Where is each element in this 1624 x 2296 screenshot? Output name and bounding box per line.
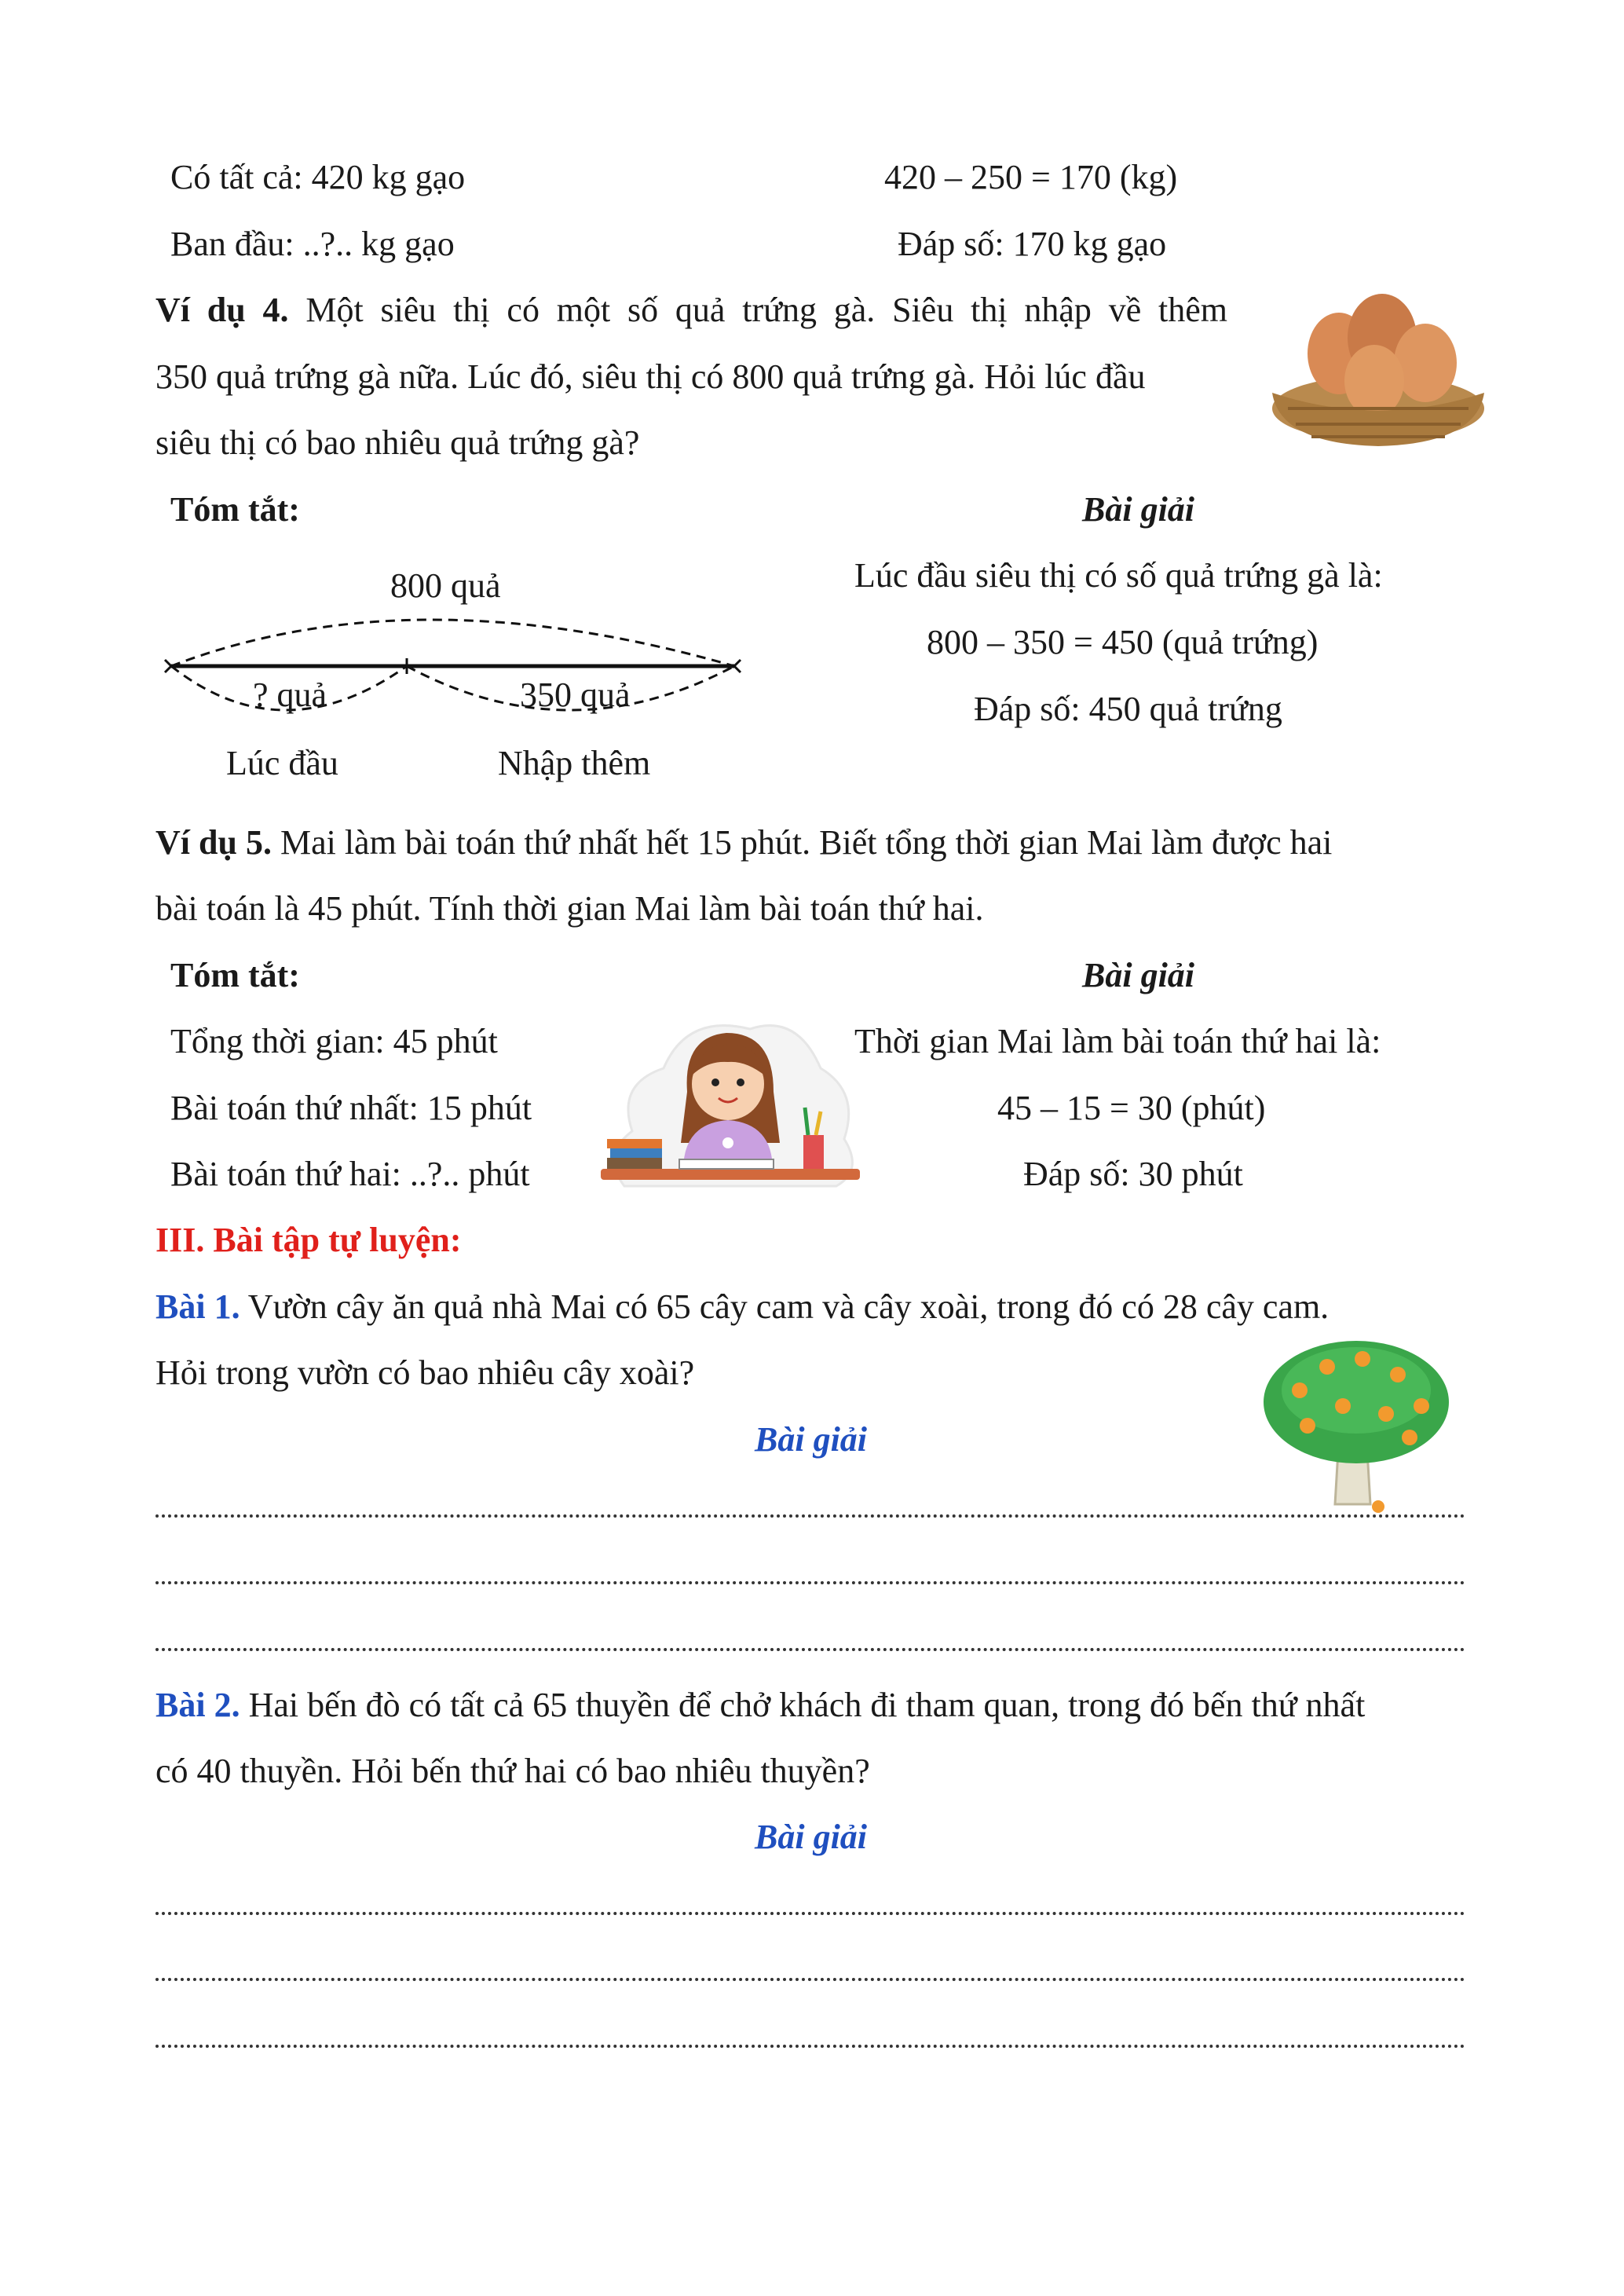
example3-calc: 420 – 250 = 170 (kg) bbox=[884, 158, 1178, 196]
exercise1-solution-heading: Bài giải bbox=[755, 1420, 868, 1459]
example4-text-3: siêu thị có bao nhiêu quả trứng gà? bbox=[155, 423, 640, 462]
diagram-left-caption: Lúc đầu bbox=[226, 744, 338, 782]
answer-line[interactable] bbox=[155, 1648, 1465, 1651]
exercise1-label: Bài 1. bbox=[155, 1287, 240, 1326]
answer-line[interactable] bbox=[155, 1912, 1465, 1915]
example3-given-total: Có tất cả: 420 kg gạo bbox=[170, 158, 466, 196]
diagram-total-label: 800 quả bbox=[390, 566, 501, 605]
exercise1-line1 bbox=[155, 1285, 1329, 1329]
exercise2-text-1: Hai bến đò có tất cả 65 thuyền để chở khách đi tham quan, trong đó bến thứ nhất bbox=[248, 1686, 1366, 1724]
open-book bbox=[679, 1159, 774, 1169]
example5-summary-line2: Bài toán thứ nhất: 15 phút bbox=[170, 1089, 532, 1127]
example5-summary-line3: Bài toán thứ hai: ..?.. phút bbox=[170, 1155, 530, 1193]
exercise2-text-2: có 40 thuyền. Hỏi bến thứ hai có bao nhiêu thuyền? bbox=[155, 1752, 870, 1790]
exercise2-line1 bbox=[155, 1683, 1365, 1727]
example5-text-1: Mai làm bài toán thứ nhất hết 15 phút. Biết tổng thời gian Mai làm được hai bbox=[280, 823, 1333, 862]
example3-answer: Đáp số: 170 kg gạo bbox=[898, 225, 1167, 263]
example5-summary-heading: Tóm tắt: bbox=[170, 956, 300, 994]
diagram-unknown-label: ? quả bbox=[253, 676, 327, 714]
example4-solution-line2: 800 – 350 = 450 (quả trứng) bbox=[927, 623, 1319, 661]
example5-summary-line1: Tổng thời gian: 45 phút bbox=[170, 1022, 498, 1060]
section3-heading: III. Bài tập tự luyện: bbox=[155, 1221, 462, 1259]
exercise1-text-1: Vườn cây ăn quả nhà Mai có 65 cây cam và cây xoài, trong đó có 28 cây cam. bbox=[247, 1287, 1330, 1326]
example4-label: Ví dụ 4. bbox=[155, 291, 289, 329]
example4-solution-line3: Đáp số: 450 quả trứng bbox=[974, 690, 1282, 728]
example4-solution-heading: Bài giải bbox=[1082, 490, 1195, 529]
answer-line[interactable] bbox=[155, 1514, 1465, 1518]
example4-text-1: Một siêu thị có một số quả trứng gà. Siêu thị nhập về thêm bbox=[305, 291, 1228, 329]
answer-line[interactable] bbox=[155, 1978, 1465, 1981]
example4-text-2: 350 quả trứng gà nữa. Lúc đó, siêu thị có 800 quả trứng gà. Hỏi lúc đầu bbox=[155, 357, 1146, 396]
diagram-right-caption: Nhập thêm bbox=[498, 744, 651, 782]
example5-label: Ví dụ 5. bbox=[155, 823, 272, 862]
example5-line1 bbox=[155, 821, 1332, 865]
exercise1-text-2: Hỏi trong vườn có bao nhiêu cây xoài? bbox=[155, 1353, 695, 1392]
girl-studying-image bbox=[593, 1005, 864, 1194]
answer-line[interactable] bbox=[155, 2045, 1465, 2048]
total-brace bbox=[171, 620, 734, 666]
pencil-cup bbox=[803, 1135, 824, 1169]
orange-tree-image bbox=[1260, 1327, 1453, 1516]
answer-line[interactable] bbox=[155, 1581, 1465, 1584]
egg-basket-image bbox=[1264, 291, 1492, 448]
exercise2-solution-heading: Bài giải bbox=[755, 1818, 868, 1856]
example5-solution-line3: Đáp số: 30 phút bbox=[1023, 1155, 1243, 1193]
desk bbox=[601, 1169, 860, 1180]
example4-line1 bbox=[155, 288, 1227, 332]
example5-solution-line2: 45 – 15 = 30 (phút) bbox=[997, 1089, 1266, 1127]
egg-icon bbox=[1344, 345, 1404, 417]
example4-solution-line1: Lúc đầu siêu thị có số quả trứng gà là: bbox=[854, 556, 1383, 595]
example5-text-2: bài toán là 45 phút. Tính thời gian Mai làm bài toán thứ hai. bbox=[155, 889, 984, 928]
diagram-known-label: 350 quả bbox=[520, 676, 631, 714]
example5-solution-heading: Bài giải bbox=[1082, 956, 1195, 994]
example4-summary-heading: Tóm tắt: bbox=[170, 490, 300, 529]
exercise2-label: Bài 2. bbox=[155, 1686, 240, 1724]
egg-icon bbox=[1394, 324, 1457, 402]
example3-given-unknown: Ban đầu: ..?.. kg gạo bbox=[170, 225, 455, 263]
example5-solution-line1: Thời gian Mai làm bài toán thứ hai là: bbox=[854, 1022, 1381, 1060]
